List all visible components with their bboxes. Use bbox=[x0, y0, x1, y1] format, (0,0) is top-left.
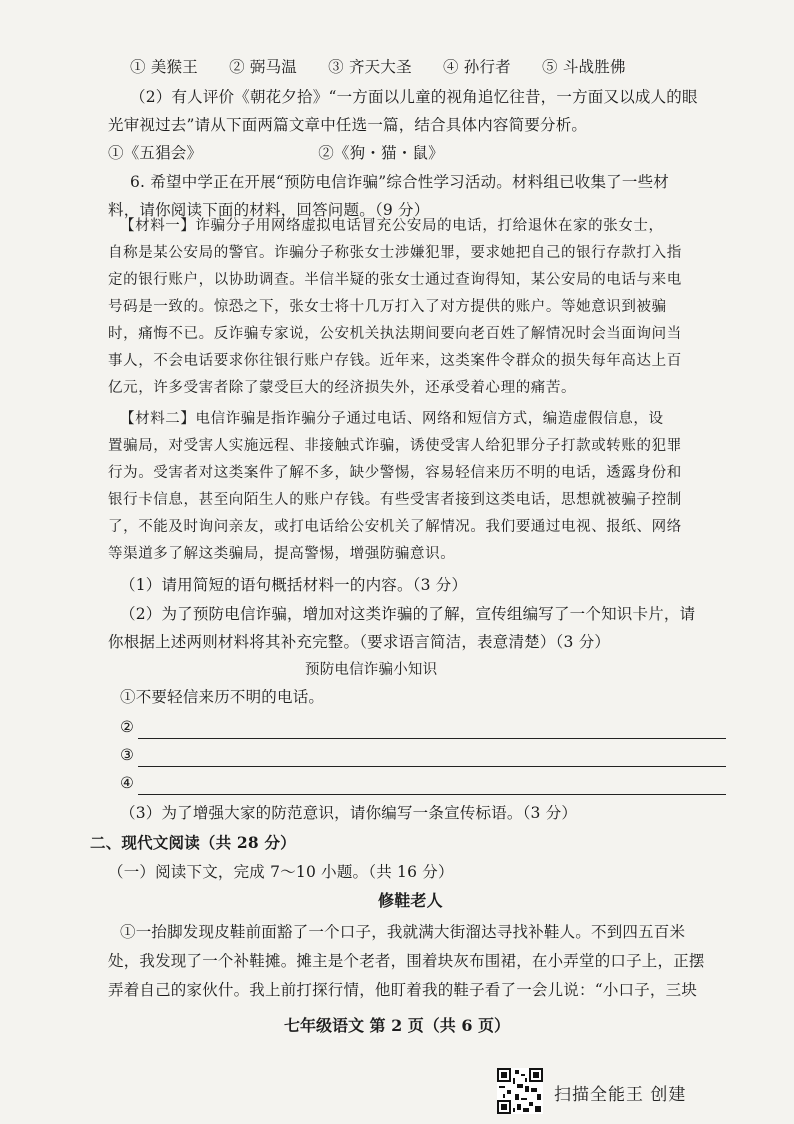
option-1: ① 美猴王 bbox=[130, 58, 198, 76]
material-1-line: 亿元，许多受害者除了蒙受巨大的经济损失外，还承受着心理的痛苦。 bbox=[108, 380, 577, 396]
material-1-line: 自称是某公安局的警官。诈骗分子称张女士涉嫌犯罪，要求她把自己的银行存款打入指 bbox=[108, 245, 682, 261]
card-item-4-label: ④ bbox=[120, 774, 135, 792]
sub-question-2-line-2: 你根据上述两则材料将其补充完整。（要求语言简洁，表意清楚）（3 分） bbox=[108, 633, 611, 651]
material-2-line: 【材料二】电信诈骗是指诈骗分子通过电话、网络和短信方式，编造虚假信息，设 bbox=[120, 411, 664, 427]
option-4: ④ 孙行者 bbox=[442, 58, 511, 76]
qr-code-icon bbox=[497, 1068, 543, 1114]
answer-line-2[interactable] bbox=[138, 737, 726, 739]
q2-line-1: （2）有人评价《朝花夕拾》“一方面以儿童的视角追忆往昔，一方面又以成人的眼 bbox=[130, 88, 698, 106]
sub-question-2-line-1: （2）为了预防电信诈骗，增加对这类诈骗的了解，宣传组编写了一个知识卡片，请 bbox=[120, 605, 696, 623]
card-item-1: ①不要轻信来历不明的电话。 bbox=[120, 688, 325, 706]
page-footer: 七年级语文 第 2 页（共 6 页） bbox=[283, 1016, 511, 1035]
material-2-line: 置骗局，对受害人实施远程、非接触式诈骗，诱使受害人给犯罪分子打款或转账的犯罪 bbox=[108, 438, 682, 454]
q2-choices bbox=[108, 142, 444, 164]
card-title: 预防电信诈骗小知识 bbox=[305, 662, 438, 678]
q6-line-1: 6. 希望中学正在开展“预防电信诈骗”综合性学习活动。材料组已收集了一些材 bbox=[130, 173, 669, 191]
material-2-line: 银行卡信息，甚至向陌生人的账户存钱。有些受害者接到这类电话，思想就被骗子控制 bbox=[108, 492, 682, 508]
section-2-subheading: （一）阅读下文，完成 7～10 小题。（共 16 分） bbox=[108, 863, 454, 881]
material-1-line: 时，痛悔不已。反诈骗专家说，公安机关执法期间要向老百姓了解情况时会当面询问当 bbox=[108, 326, 682, 342]
article-paragraph-line: ①一抬脚发现皮鞋前面豁了一个口子，我就满大街溜达寻找补鞋人。不到四五百米 bbox=[120, 923, 686, 941]
sub-question-1: （1）请用简短的语句概括材料一的内容。（3 分） bbox=[120, 576, 468, 594]
answer-line-3[interactable] bbox=[138, 765, 726, 767]
q2-line-2: 光审视过去”请从下面两篇文章中任选一篇，结合具体内容简要分析。 bbox=[108, 116, 588, 134]
article-title: 修鞋老人 bbox=[378, 891, 443, 910]
scanner-watermark-label: 扫描全能王 创建 bbox=[554, 1085, 687, 1105]
material-1-line: 号码是一致的。惊恐之下，张女士将十几万打入了对方提供的账户。等她意识到被骗 bbox=[108, 299, 667, 315]
material-2-line: 了，不能及时询问亲友，或打电话给公安机关了解情况。我们要通过电视、报纸、网络 bbox=[108, 519, 682, 535]
card-item-2-label: ② bbox=[120, 718, 135, 736]
option-3: ③ 齐天大圣 bbox=[328, 58, 412, 76]
options-line bbox=[130, 56, 626, 78]
article-paragraph-line: 弄着自己的家伙什。我上前打探行情，他盯着我的鞋子看了一会儿说：“小口子，三块 bbox=[108, 981, 698, 999]
option-2: ② 弼马温 bbox=[229, 58, 298, 76]
q6-line-2: 料，请你阅读下面的材料，回答问题。（9 分） bbox=[108, 201, 430, 219]
article-paragraph-line: 处，我发现了一个补鞋摊。摊主是个老者，围着块灰布围裙，在小弄堂的口子上，正摆 bbox=[108, 952, 705, 970]
section-2-heading: 二、现代文阅读（共 28 分） bbox=[90, 833, 296, 852]
material-1-line: 事人，不会电话要求你往银行账户存钱。近年来，这类案件令群众的损失每年高达上百 bbox=[108, 353, 682, 369]
material-2-line: 等渠道多了解这类骗局，提高警惕，增强防骗意识。 bbox=[108, 546, 456, 562]
q2-choice-1: ①《五猖会》 bbox=[108, 144, 203, 162]
material-2-line: 行为。受害者对这类案件了解不多，缺少警惕，容易轻信来历不明的电话，透露身份和 bbox=[108, 465, 682, 481]
option-5: ⑤ 斗战胜佛 bbox=[542, 58, 626, 76]
answer-line-4[interactable] bbox=[138, 793, 726, 795]
q2-choice-2: ②《狗・猫・鼠》 bbox=[318, 144, 444, 162]
sub-question-3: （3）为了增强大家的防范意识，请你编写一条宣传标语。（3 分） bbox=[120, 804, 578, 822]
card-item-3-label: ③ bbox=[120, 746, 135, 764]
material-1-line: 定的银行账户，以协助调查。半信半疑的张女士通过查询得知，某公安局的电话与来电 bbox=[108, 272, 682, 288]
material-1-line: 【材料一】诈骗分子用网络虚拟电话冒充公安局的电话，打给退休在家的张女士， bbox=[120, 218, 664, 234]
